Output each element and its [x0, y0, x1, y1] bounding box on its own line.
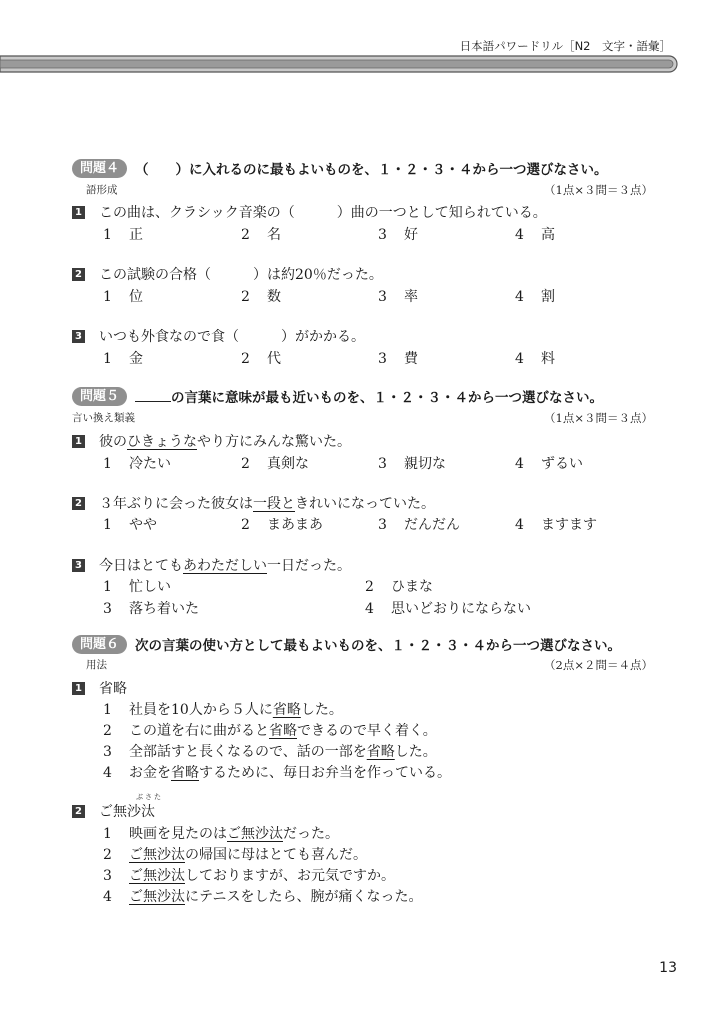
q5-label: 問題５ [72, 387, 127, 406]
q5-item-3-number: 3 [72, 559, 85, 572]
q5-item-2-option-1: 1 やや [103, 517, 157, 533]
q6-item-2-sentence-1: 1 映画を見たのはご無沙汰だった。 [103, 826, 339, 842]
q5-item-1-target: ひきょうな [127, 434, 197, 450]
q5-score: （1点×３問＝３点） [544, 411, 653, 425]
q5-item-2-stem: ３年ぶりに会った彼女は一段ときれいになっていた。 [99, 496, 435, 512]
q5-item-3-option-2: 2 ひまな [365, 579, 433, 595]
q4-item-2-stem: この試験の合格（ ）は約20％だった。 [99, 267, 383, 283]
q4-item-2-option-4: 4 割 [515, 289, 555, 305]
page-number: 13 [659, 960, 677, 976]
q5-item-1-stem: 彼のひきょうなやり方にみんな驚いた。 [99, 434, 351, 450]
q4-item-3-number: 3 [72, 330, 85, 343]
q6-item-1-word: 省略 [99, 681, 127, 697]
q5-item-2-target: 一段と [253, 496, 295, 512]
underline-blank [135, 389, 171, 402]
q6-label: 問題６ [72, 635, 127, 654]
q6-item-1-sentence-2: 2 この道を右に曲がると省略できるので早く着く。 [103, 723, 437, 739]
q4-item-2-option-1: 1 位 [103, 289, 143, 305]
q4-item-3-option-1: 1 金 [103, 351, 143, 367]
q6-item-2-number: 2 [72, 805, 85, 818]
q5-item-3-option-3: 3 落ち着いた [103, 601, 199, 617]
q6-score: （2点×２問＝４点） [544, 658, 653, 672]
q6-heading [72, 634, 621, 654]
q5-heading [72, 386, 603, 406]
q5-item-1-option-2: 2 真剣な [241, 456, 309, 472]
q5-subtitle: 言い換え類義 [72, 412, 135, 424]
q5-item-3-stem: 今日はとてもあわただしい一日だった。 [99, 558, 351, 574]
q6-item-1-number: 1 [72, 682, 85, 695]
q5-item-3-target: あわただしい [183, 558, 267, 574]
q6-item-2-sentence-4: 4 ご無沙汰にテニスをしたら、腕が痛くなった。 [103, 889, 423, 905]
q5-item-1-option-1: 1 冷たい [103, 456, 171, 472]
q4-item-3-stem: いつも外食なので食（ ）がかかる。 [99, 329, 365, 345]
q4-item-3-option-4: 4 料 [515, 351, 555, 367]
q4-item-1-number: 1 [72, 206, 85, 219]
q4-score: （1点×３問＝３点） [544, 183, 653, 197]
q4-item-3-option-2: 2 代 [241, 351, 281, 367]
q4-subtitle: 語形成 [86, 184, 118, 196]
q6-instruction: 次の言葉の使い方として最もよいものを、１・２・３・４から一つ選びなさい。 [135, 638, 622, 654]
q5-item-2-option-3: 3 だんだん [378, 517, 460, 533]
q5-item-2-number: 2 [72, 497, 85, 510]
q6-item-1-sentence-3: 3 全部話すと長くなるので、話の一部を省略した。 [103, 744, 437, 760]
q4-heading [72, 158, 608, 178]
q6-item-2-sentence-2: 2 ご無沙汰の帰国に母はとても喜んだ。 [103, 847, 367, 863]
q5-instruction: の言葉に意味が最も近いものを、１・２・３・４から一つ選びなさい。 [171, 390, 604, 406]
q4-item-2-option-2: 2 数 [241, 289, 281, 305]
q5-item-1-option-3: 3 親切な [378, 456, 446, 472]
q4-item-1-stem: この曲は、クラシック音楽の（ ）曲の一つとして知られている。 [99, 205, 547, 221]
q6-subtitle: 用法 [86, 659, 107, 671]
running-header: 日本語パワードリル［N2 文字・語彙］ [459, 39, 671, 53]
q5-item-2-option-4: 4 ますます [515, 517, 597, 533]
q5-item-1-option-4: 4 ずるい [515, 456, 583, 472]
q6-item-1-sentence-1: 1 社員を10人から５人に省略した。 [103, 702, 343, 718]
q4-item-2-number: 2 [72, 268, 85, 281]
q4-item-1-option-3: 3 好 [378, 227, 418, 243]
q4-label: 問題４ [72, 159, 127, 178]
q4-instruction: （ ）に入れるのに最もよいものを、１・２・３・４から一つ選びなさい。 [135, 162, 608, 178]
q4-item-3-option-3: 3 費 [378, 351, 418, 367]
q4-item-1-option-2: 2 名 [241, 227, 281, 243]
header-bar [0, 55, 678, 73]
q6-item-2-word: ご無沙汰 [99, 804, 155, 820]
q4-item-1-option-1: 1 正 [103, 227, 143, 243]
q6-item-2-furigana: ぶさた [136, 793, 163, 801]
q4-item-1-option-4: 4 高 [515, 227, 555, 243]
q5-item-2-option-2: 2 まあまあ [241, 517, 323, 533]
q5-item-1-number: 1 [72, 435, 85, 448]
q6-item-2-sentence-3: 3 ご無沙汰しておりますが、お元気ですか。 [103, 868, 395, 884]
q5-item-3-option-4: 4 思いどおりにならない [365, 601, 531, 617]
q4-item-2-option-3: 3 率 [378, 289, 418, 305]
q5-item-3-option-1: 1 忙しい [103, 579, 171, 595]
q6-item-1-sentence-4: 4 お金を省略するために、毎日お弁当を作っている。 [103, 765, 451, 781]
